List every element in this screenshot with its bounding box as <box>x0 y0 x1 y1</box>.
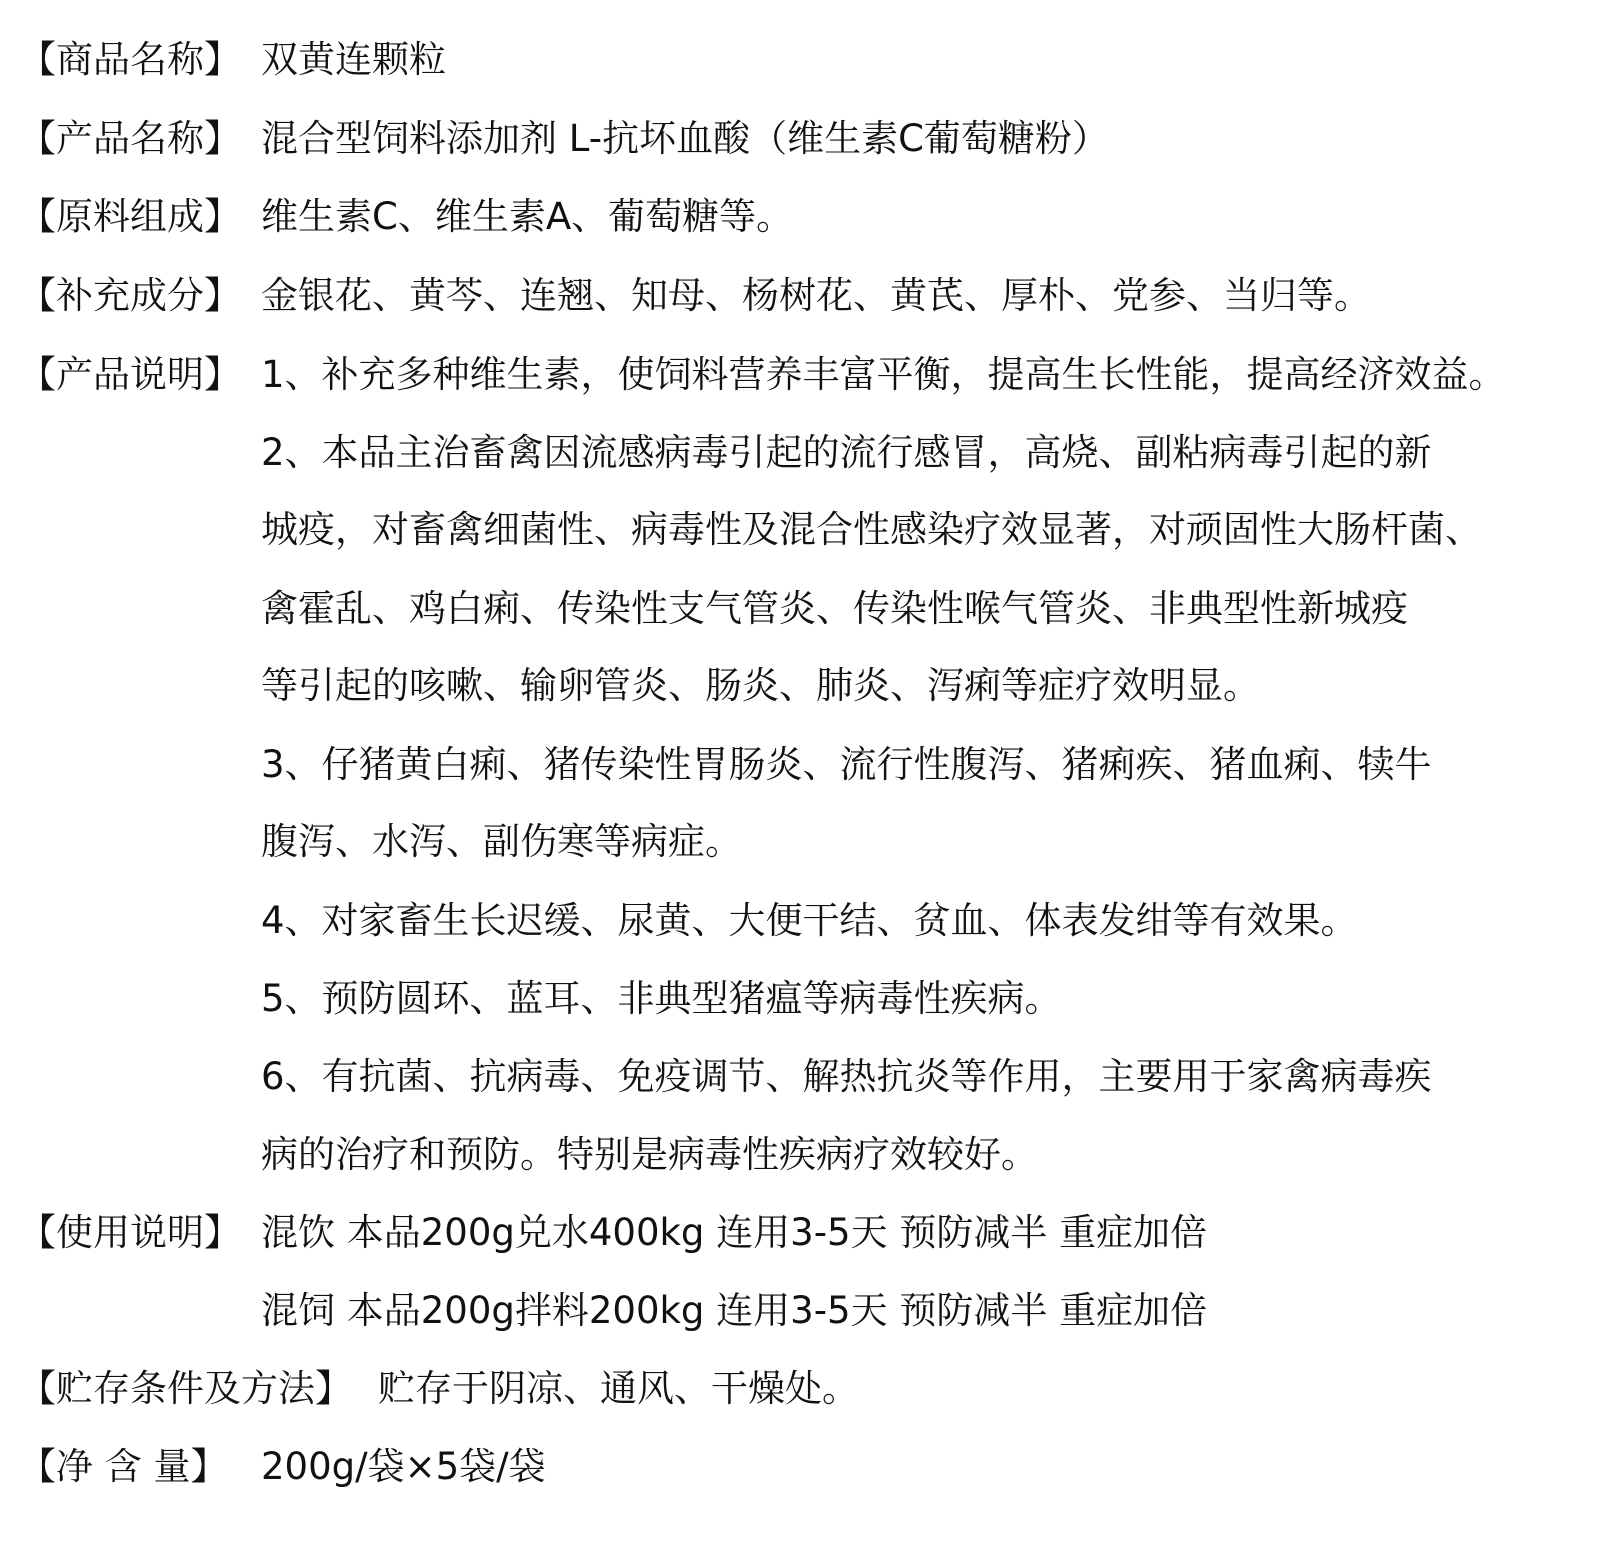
usage-line: 混饲 本品200g拌料200kg 连用3-5天 预防减半 重症加倍 <box>261 1289 1208 1332</box>
description-line: 病的治疗和预防。特别是病毒性疾病疗效较好。 <box>261 1133 1038 1176</box>
description-line: 城疫，对畜禽细菌性、病毒性及混合性感染疗效显著，对顽固性大肠杆菌、 <box>261 508 1482 551</box>
description-line: 等引起的咳嗽、输卵管炎、肠炎、肺炎、泻痢等症疗效明显。 <box>261 664 1260 707</box>
product-name-value: 双黄连颗粒 <box>261 38 446 81</box>
usage-label: 【使用说明】 <box>19 1211 241 1254</box>
description-label: 【产品说明】 <box>19 353 241 396</box>
item-name-label: 【产品名称】 <box>19 117 241 160</box>
item-name-value: 混合型饲料添加剂 L-抗坏血酸（维生素C葡萄糖粉） <box>261 117 1109 160</box>
description-line: 5、预防圆环、蓝耳、非典型猪瘟等病毒性疾病。 <box>261 977 1062 1020</box>
net-content-label: 【净 含 量】 <box>19 1445 228 1488</box>
ingredients-label: 【原料组成】 <box>19 195 241 238</box>
ingredients-value: 维生素C、维生素A、葡萄糖等。 <box>261 195 794 238</box>
description-line: 2、本品主治畜禽因流感病毒引起的流行感冒，高烧、副粘病毒引起的新 <box>261 431 1432 474</box>
supplements-label: 【补充成分】 <box>19 274 241 317</box>
description-line: 6、有抗菌、抗病毒、免疫调节、解热抗炎等作用，主要用于家禽病毒疾 <box>261 1055 1432 1098</box>
storage-label: 【贮存条件及方法】 <box>19 1367 352 1410</box>
storage-value: 贮存于阴凉、通风、干燥处。 <box>378 1367 859 1410</box>
usage-line: 混饮 本品200g兑水400kg 连用3-5天 预防减半 重症加倍 <box>261 1211 1208 1254</box>
description-line: 腹泻、水泻、副伤寒等病症。 <box>261 820 742 863</box>
description-line: 禽霍乱、鸡白痢、传染性支气管炎、传染性喉气管炎、非典型性新城疫 <box>261 587 1408 630</box>
product-name-label: 【商品名称】 <box>19 38 241 81</box>
description-line: 4、对家畜生长迟缓、尿黄、大便干结、贫血、体表发绀等有效果。 <box>261 899 1358 942</box>
description-line: 3、仔猪黄白痢、猪传染性胃肠炎、流行性腹泻、猪痢疾、猪血痢、犊牛 <box>261 743 1432 786</box>
net-content-value: 200g/袋×5袋/袋 <box>261 1445 546 1488</box>
description-line: 1、补充多种维生素，使饲料营养丰富平衡，提高生长性能，提高经济效益。 <box>261 353 1506 396</box>
supplements-value: 金银花、黄芩、连翘、知母、杨树花、黄芪、厚朴、党参、当归等。 <box>261 274 1371 317</box>
